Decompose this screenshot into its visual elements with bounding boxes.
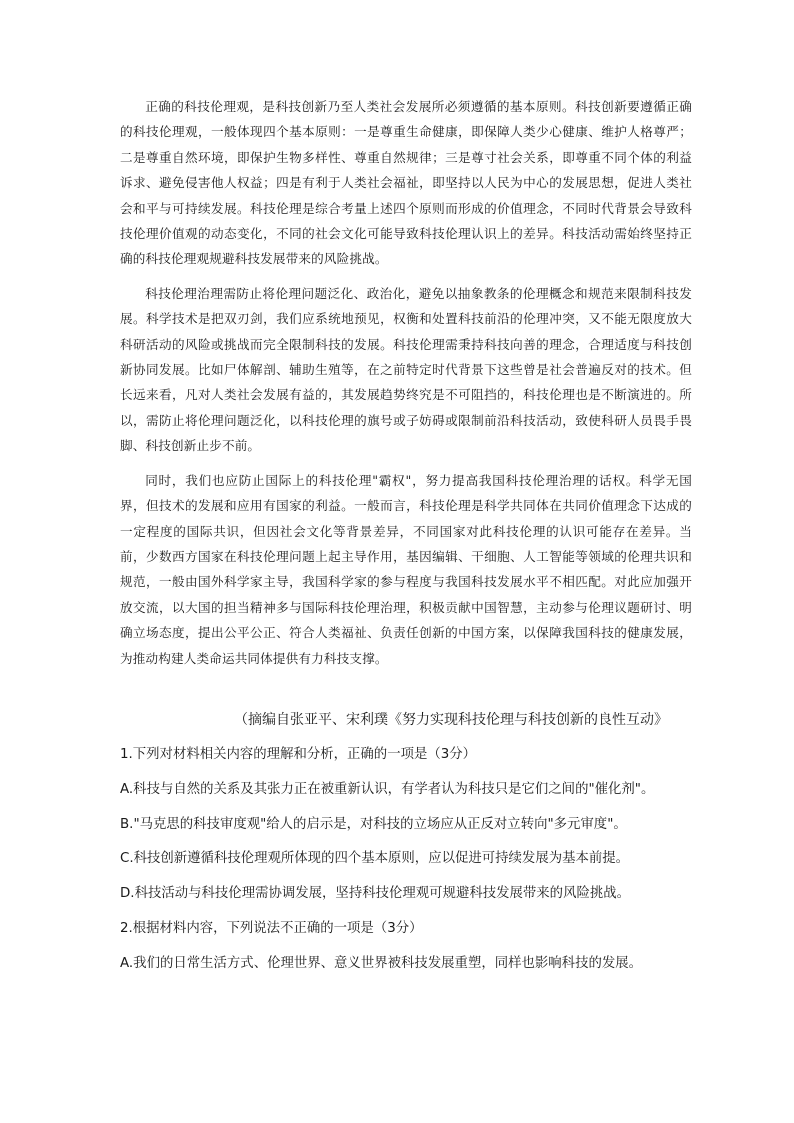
question-2-stem: 2.根据材料内容，下列说法不正确的一项是（3分） [120,920,423,936]
question-1-option-c: C.科技创新遵循科技伦理观所体现的四个基本原则，应以促进可持续发展为基本前提。 [120,851,630,867]
question-1-option-b: B."马克思的科技审度观"给人的启示是，对科技的立场应从正反对立转向"多元审度"。 [120,816,627,832]
questions-section [120,745,680,989]
question-1-option-d: D.科技活动与科技伦理需协调发展，坚持科技伦理观可规避科技发展带来的风险挑战。 [120,886,631,902]
reading-passage [120,94,692,680]
source-citation: （摘编自张亚平、宋利璞《努力实现科技伦理与科技创新的良性互动》 [234,712,668,728]
question-1-stem: 1.下列对材料相关内容的理解和分析，正确的一项是（3分） [120,747,477,762]
passage-paragraph-2: 科技伦理治理需防止将伦理问题泛化、政治化，避免以抽象教条的伦理概念和规范来限制科技发展。科学技术是把双刃剑，我们应系统地预见，权衡和处置科技前沿的伦理冲突，又不能无限度放大科研活动的风险或挑战而完全限制科技的发展。科技伦理需秉持科技向善的理念，合理适度与科技创新协同发展。比如尸体解剖、辅助生殖等，在之前特定时代背景下这些曾是社会普遍反对的技术。但长远来看，凡对人类社会发展有益的，其发展趋势终究是不可阻挡的，科技伦理也是不断演进的。所以，需防止将伦理问题泛化，以科技伦理的旗号或子妨碍或限制前沿科技活动，致使科研人员畏手畏脚、科技创新止步不前。 [120,285,692,454]
question-2-option-a: A.我们的日常生活方式、伦理世界、意义世界被科技发展重塑，同样也影响科技的发展。 [120,955,643,971]
passage-paragraph-3: 同时，我们也应防止国际上的科技伦理"霸权"，努力提高我国科技伦理治理的话权。科学无国界，但技术的发展和应用有国家的利益。一般而言，科技伦理是科学共同体在共同价值理念下达成的一定程度的国际共识，但因社会文化等背景差异，不同国家对此科技伦理的认识可能存在差异。当前，少数西方国家在科技伦理问题上起主导作用，基因编辑、干细胞、人工智能等领域的伦理共识和规范，一般由国外科学家主导，我国科学家的参与程度与我国科技发展水平不相匹配。对此应加强开放交流，以大国的担当精神多与国际科技伦理治理，积极贡献中国智慧，主动参与伦理议题研讨、明确立场态度，提出公平公正、符合人类福祉、负责任创新的中国方案，以保障我国科技的健康发展，为推动构建人类命运共同体提供有力科技支撑。 [120,472,692,666]
passage-paragraph-1: 正确的科技伦理观，是科技创新乃至人类社会发展所必须遵循的基本原则。科技创新要遵循正确的科技伦理观，一般体现四个基本原则：一是尊重生命健康，即保障人类少心健康、维护人格尊严；二是尊重自然环境，即保护生物多样性、尊重自然规律；三是尊寸社会关系，即尊重不同个体的利益诉求、避免侵害他人权益；四是有利于人类社会福祉，即坚持以人民为中心的发展思想，促进人类社会和平与可持续发展。科技伦理是综合考量上述四个原则而形成的价值理念，不同时代背景会导致科技伦理价值观的动态变化，不同的社会文化可能导致科技伦理认识上的差异。科技活动需始终坚持正确的科技伦理观规避科技发展带来的风险挑战。 [120,99,692,267]
question-1-option-a: A.科技与自然的关系及其张力正在被重新认识，有学者认为科技只是它们之间的"催化剂"。 [120,781,655,797]
